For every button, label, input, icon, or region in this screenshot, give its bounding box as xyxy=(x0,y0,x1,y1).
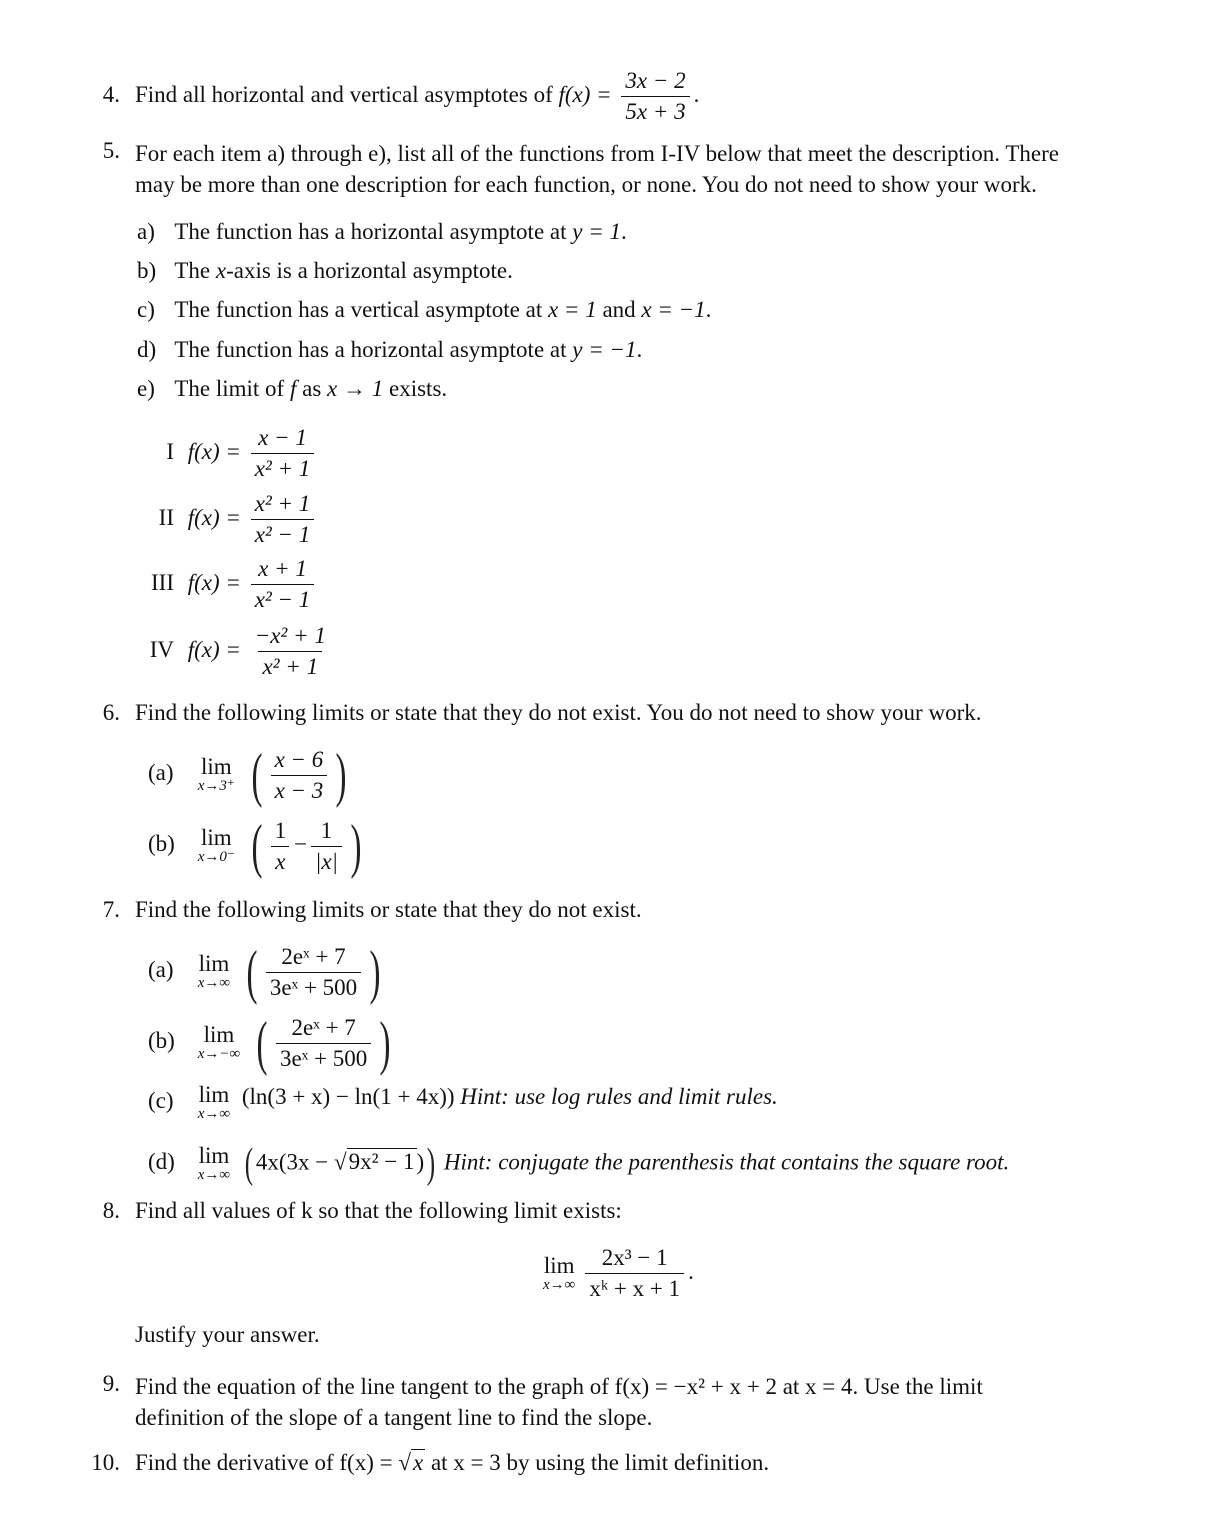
hint: Hint: use log rules and limit rules. xyxy=(460,1084,778,1109)
question-number: 4. xyxy=(102,82,120,107)
list-item: d) The function has a horizontal asymptote at y = −1. xyxy=(137,337,643,362)
limit-7a: (a) lim x→∞ ( $\frac{\text{2eˣ + 7}}{\text{3eˣ + 500}}$ ) xyxy=(148,939,381,1005)
sqrt-expression: x xyxy=(412,1450,424,1475)
question-text-line2: definition of the slope of a tangent line to find the slope. xyxy=(135,1405,653,1430)
limit-operator: lim x→∞ xyxy=(543,1252,576,1293)
right-paren: ) xyxy=(369,939,381,1005)
question-4: 4. Find all horizontal and vertical asymptotes of f(x) = $\frac{3x - 2}{5x + 3}$ . xyxy=(0,64,1212,124)
left-paren: ( xyxy=(246,939,258,1005)
question-text: Find all values of k so that the following limit exists: xyxy=(135,1198,622,1223)
limit-operator: lim x→∞ xyxy=(197,1143,231,1183)
fraction: $\frac{x + 1}{\text{x² − 1}}$ xyxy=(251,556,315,613)
limit-7b: (b) lim x→−∞ ( $\frac{\text{2eˣ + 7}}{\text{3eˣ + 500}}$ ) xyxy=(148,1010,391,1076)
fraction: $\frac{x - 1}{\text{x² + 1}}$ xyxy=(251,425,315,482)
right-paren: ) xyxy=(335,742,347,808)
list-item: b) The x-axis is a horizontal asymptote. xyxy=(137,258,513,283)
question-number: 7. xyxy=(102,897,120,922)
fraction: $\frac{3x - 2}{5x + 3}$ xyxy=(621,68,689,125)
question-text: Find the following limits or state that they do not exist. xyxy=(135,897,642,922)
fraction: $\frac{1}{|x|}$ xyxy=(311,818,342,875)
math-fx: f(x) = xyxy=(558,81,612,107)
fraction: $\frac{\text{2x³ − 1}}{\text{xᵏ + x + 1}}$ xyxy=(585,1245,684,1302)
function-item: I f(x) = $\frac{x - 1}{\text{x² + 1}}$ xyxy=(130,425,318,482)
question-text-line1: Find the equation of the line tangent to the graph of f(x) = −x² + x + 2 at x = 4. Use the limit xyxy=(135,1374,983,1399)
fraction: $\frac{\text{2eˣ + 7}}{\text{3eˣ + 500}}$ xyxy=(276,1015,371,1072)
right-paren: ) xyxy=(426,1141,436,1187)
limit-operator: lim x→0⁻ xyxy=(197,825,235,865)
justify-text: Justify your answer. xyxy=(135,1322,320,1347)
question-text: Find the derivative of f(x) = xyxy=(135,1450,393,1475)
limit-operator: lim x→∞ xyxy=(197,1082,231,1122)
question-number: 8. xyxy=(102,1198,120,1223)
limit-8: lim x→∞ $\frac{\text{2x³ − 1}}{\text{xᵏ + x + 1}}$ . xyxy=(543,1245,694,1301)
hint: Hint: conjugate the parenthesis that contains the square root. xyxy=(443,1149,1010,1175)
function-item: IV f(x) = $\frac{\text{−x² + 1}}{\text{x² + 1}}$ xyxy=(130,623,334,680)
limit-operator: lim x→−∞ xyxy=(197,1022,241,1062)
left-paren: ( xyxy=(244,1141,254,1187)
question-number: 9. xyxy=(102,1371,120,1396)
question-number: 5. xyxy=(102,138,120,163)
right-paren: ) xyxy=(350,813,362,879)
question-text-line1: For each item a) through e), list all of the functions from I-IV below that meet the description. There xyxy=(135,141,1059,166)
limit-7c: (c) lim x→∞ (ln(3 + x) − ln(1 + 4x)) Hint: use log rules and limit rules. xyxy=(148,1082,778,1122)
limit-6b: (b) lim x→0⁻ ( $\frac{1}{x}$ − $\frac{1}{|x|}$ ) xyxy=(148,813,362,879)
question-text: Find all horizontal and vertical asymptotes of xyxy=(135,81,553,107)
function-item: II f(x) = $\frac{\text{x² + 1}}{\text{x² − 1}}$ xyxy=(130,491,318,548)
question-number: 6. xyxy=(102,700,120,725)
limit-7d: (d) lim x→∞ ( 4x(3x − √9x² − 1)) Hint: conjugate the parenthesis that contains the square root. xyxy=(148,1134,1009,1194)
fraction: $\frac{\text{2eˣ + 7}}{\text{3eˣ + 500}}$ xyxy=(266,944,361,1001)
limit-6a: (a) lim x→3⁺ ( $\frac{x - 6}{x - 3}$ ) xyxy=(148,742,347,808)
fraction: $\frac{x - 6}{x - 3}$ xyxy=(271,747,328,804)
question-text-line2: may be more than one description for each function, or none. You do not need to show your work. xyxy=(135,172,1037,197)
fraction: $\frac{\text{x² + 1}}{\text{x² − 1}}$ xyxy=(251,491,315,548)
left-paren: ( xyxy=(251,813,263,879)
right-paren: ) xyxy=(379,1010,391,1076)
limit-operator: lim x→∞ xyxy=(197,951,231,991)
function-item: III f(x) = $\frac{x + 1}{\text{x² − 1}}$ xyxy=(130,556,318,613)
left-paren: ( xyxy=(251,742,263,808)
limit-operator: lim x→3⁺ xyxy=(197,754,235,794)
fraction: $\frac{1}{x}$ xyxy=(271,818,291,875)
list-item: e) The limit of f as x → 1 exists. xyxy=(137,376,448,401)
question-text: Find the following limits or state that they do not exist. You do not need to show your work. xyxy=(135,700,982,725)
list-item: a) The function has a horizontal asymptote at y = 1. xyxy=(137,219,627,244)
left-paren: ( xyxy=(256,1010,268,1076)
list-item: c) The function has a vertical asymptote at x = 1 and x = −1. xyxy=(137,297,712,322)
fraction: $\frac{\text{−x² + 1}}{\text{x² + 1}}$ xyxy=(254,623,326,679)
question-number: 10. xyxy=(91,1450,120,1475)
sqrt-expression: 9x² − 1 xyxy=(348,1149,415,1175)
